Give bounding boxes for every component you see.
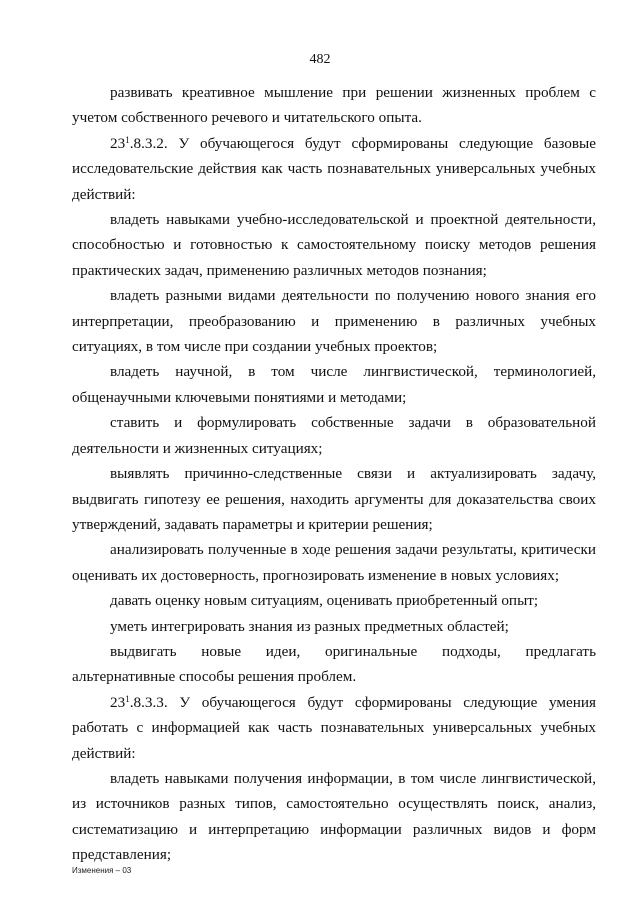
paragraph-cause-effect: выявлять причинно-следственные связи и актуализировать задачу, выдвигать гипотезу ее решения, находить аргументы для доказательства своих утверждений, задавать параметры и критерии решения; xyxy=(72,465,596,533)
section-heading-text: .8.3.3. У обучающегося будут сформированы следующие умения работать с информацией как часть познавательных универсальных учебных действий: xyxy=(72,693,596,762)
paragraph-creative-thinking: развивать креативное мышление при решении жизненных проблем с учетом собственного речевого и читательского опыта. xyxy=(72,84,596,127)
paragraph-section-23-8-3-3 xyxy=(72,690,596,766)
paragraph-assess-situations: давать оценку новым ситуациям, оценивать приобретенный опыт; xyxy=(110,592,539,610)
section-number-prefix: 23 xyxy=(110,693,126,711)
paragraph-set-tasks: ставить и формулировать собственные задачи в образовательной деятельности и жизненных ситуациях; xyxy=(72,414,596,457)
page-number: 482 xyxy=(309,52,331,67)
document-body xyxy=(72,80,596,868)
paragraph-terminology: владеть научной, в том числе лингвистической, терминологией, общенаучными ключевыми понятиями и методами; xyxy=(72,363,596,406)
section-heading-text: .8.3.2. У обучающегося будут сформированы следующие базовые исследовательские действия как часть познавательных универсальных учебных действий: xyxy=(72,134,596,203)
paragraph-obtain-information: владеть навыками получения информации, в том числе лингвистической, из источников разных типов, самостоятельно осуществлять поиск, анализ, систематизацию и интерпретацию информации различных видов и форм представления; xyxy=(72,769,596,864)
section-number-prefix: 23 xyxy=(110,134,126,152)
paragraph-research-skills: владеть навыками учебно-исследовательской и проектной деятельности, способностью и готовностью к самостоятельному поиску методов решения практических задач, применению различных методов познания; xyxy=(72,211,596,279)
footer-revision-note: Изменения – 03 xyxy=(72,866,132,875)
paragraph-new-ideas: выдвигать новые идеи, оригинальные подходы, предлагать альтернативные способы решения проблем. xyxy=(72,642,596,686)
section-number-superscript: 1 xyxy=(125,134,130,145)
paragraph-section-23-8-3-2 xyxy=(72,131,596,207)
paragraph-integrate-knowledge: уметь интегрировать знания из разных предметных областей; xyxy=(110,617,509,635)
section-number-superscript: 1 xyxy=(125,693,130,704)
paragraph-analyze-results: анализировать полученные в ходе решения задачи результаты, критически оценивать их достоверность, прогнозировать изменение в новых условиях; xyxy=(72,541,596,584)
paragraph-knowledge-activities: владеть разными видами деятельности по получению нового знания его интерпретации, преобразованию и применению в различных учебных ситуациях, в том числе при создании учебных проектов; xyxy=(72,287,596,356)
